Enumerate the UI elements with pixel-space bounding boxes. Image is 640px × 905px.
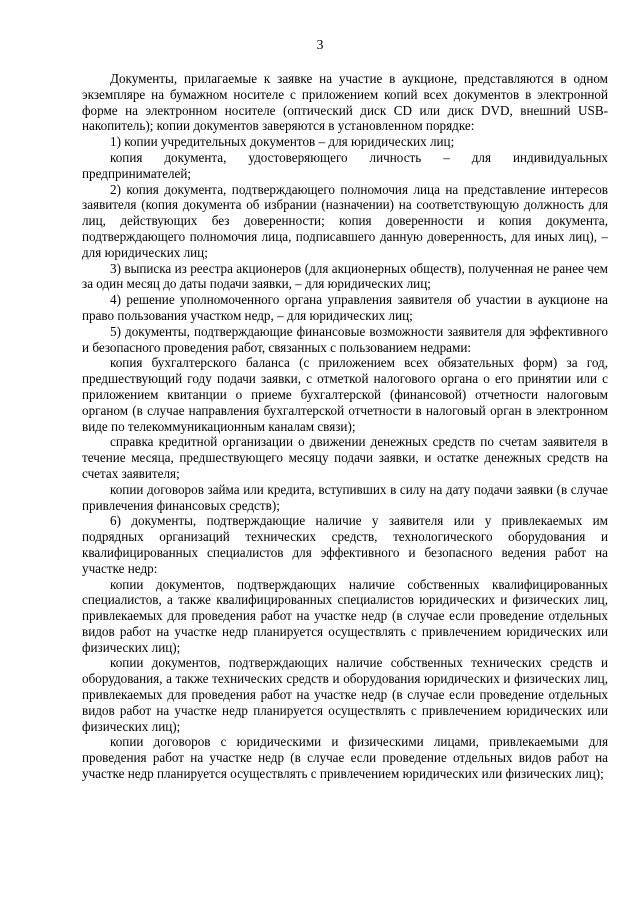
list-item-3: 3) выписка из реестра акционеров (для акционерных обществ), полученная не ранее чем за один месяц до даты подачи заявки, – для юридических лиц; <box>82 260 608 292</box>
intro-paragraph: Документы, прилагаемые к заявке на участие в аукционе, представляются в одном экземпляре на бумажном носителе с приложением копий всех документов в электронной форме на электронном носителе (оптический диск CD или диск DVD, внешний USB-накопитель); копии документов заверяются в установленном порядке: <box>82 71 608 134</box>
list-item-6-sub-equipment: копии документов, подтверждающих наличие собственных технических средств и оборудования, а также технических средств и оборудования юридических и физических лиц, привлекаемых для проведения работ на участке недр (в случае если проведение отдельных видов работ на участке недр планируется осуществлять с привлечением юридических или физических лиц); <box>82 655 608 734</box>
list-item-1-sub: копия документа, удостоверяющего личность – для индивидуальных предпринимателей; <box>82 149 608 181</box>
list-item-5-sub-loan-contracts: копии договоров займа или кредита, вступивших в силу на дату подачи заявки (в случае привлечения финансовых средств); <box>82 481 608 513</box>
list-item-6-sub-contracts: копии договоров с юридическими и физическими лицами, привлекаемыми для проведения работ на участке недр (в случае если проведение отдельных видов работ на участке недр планируется осуществлять с привлечением юридических или физических лиц); <box>82 734 608 782</box>
list-item-2: 2) копия документа, подтверждающего полномочия лица на представление интересов заявителя (копия документа об избрании (назначении) на соответствующую должность для лиц, действующих без доверенности; копия доверенности и копия документа, подтверждающего полномочия лица, подписавшего данную доверенность, для иных лиц), – для юридических лиц; <box>82 181 608 260</box>
page-number: 3 <box>316 38 324 53</box>
document-body <box>82 71 608 782</box>
list-item-5-sub-balance: копия бухгалтерского баланса (с приложением всех обязательных форм) за год, предшествующий году подачи заявки, с отметкой налогового органа о его принятии или с приложением квитанции о приеме бухгалтерской (финансовой) отчетности налоговым органом (в случае направления бухгалтерской отчетности в налоговый орган в электронном виде по телекоммуникационным каналам связи); <box>82 355 608 434</box>
list-item-6: 6) документы, подтверждающие наличие у заявителя или у привлекаемых им подрядных организаций технических средств, технологического оборудования и квалифицированных специалистов для эффективного и безопасного ведения работ на участке недр: <box>82 513 608 576</box>
list-item-5-sub-bank-statement: справка кредитной организации о движении денежных средств по счетам заявителя в течение месяца, предшествующего месяцу подачи заявки, и остатке денежных средств на счетах заявителя; <box>82 434 608 481</box>
list-item-5: 5) документы, подтверждающие финансовые возможности заявителя для эффективного и безопасного проведения работ, связанных с пользованием недрами: <box>82 323 608 355</box>
list-item-6-sub-specialists: копии документов, подтверждающих наличие собственных квалифицированных специалистов, а также квалифицированных специалистов юридических и физических лиц, привлекаемых для проведения работ на участке недр (в случае если проведение отдельных видов работ на участке недр планируется осуществлять с привлечением юридических или физических лиц); <box>82 576 608 655</box>
list-item-1: 1) копии учредительных документов – для юридических лиц; <box>110 134 455 150</box>
list-item-4: 4) решение уполномоченного органа управления заявителя об участии в аукционе на право пользования участком недр, – для юридических лиц; <box>82 292 608 323</box>
